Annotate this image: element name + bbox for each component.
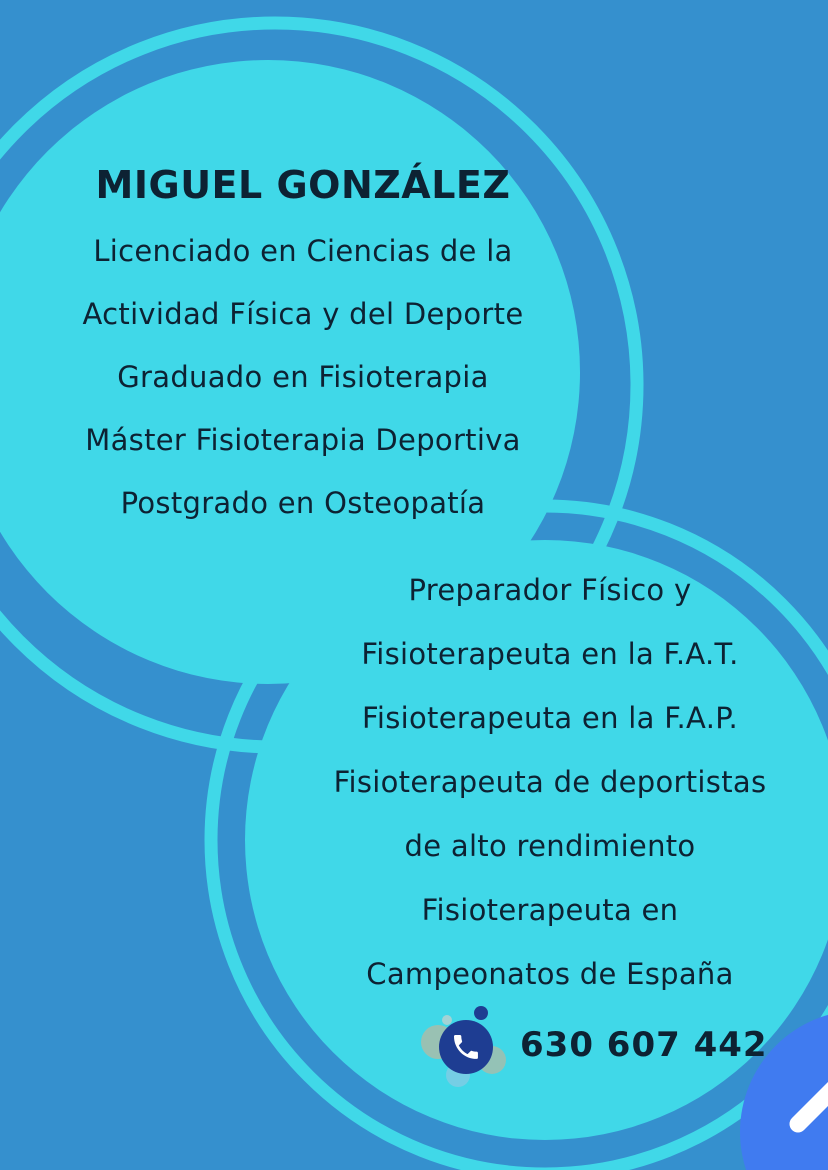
phone-icon[interactable]: [410, 995, 530, 1100]
role-line: Campeonatos de España: [366, 957, 734, 991]
role-line: de alto rendimiento: [404, 829, 696, 863]
role-line: Fisioterapeuta de deportistas: [333, 765, 767, 799]
phone-dot: [474, 1006, 488, 1020]
profile-header: [28, 150, 578, 535]
role-line: Fisioterapeuta en: [421, 893, 679, 927]
role-line: Fisioterapeuta en la F.A.P.: [362, 701, 738, 735]
credential-line: Licenciado en Ciencias de la: [93, 234, 513, 268]
decorative-blob: [442, 1015, 452, 1025]
roles-list: [290, 558, 810, 1006]
person-name: MIGUEL GONZÁLEZ: [95, 163, 511, 207]
phone-badge-circle: [439, 1020, 493, 1074]
role-line: Fisioterapeuta en la F.A.T.: [361, 637, 739, 671]
credential-line: Postgrado en Osteopatía: [120, 486, 486, 520]
credential-line: Actividad Física y del Deporte: [82, 297, 524, 331]
credential-line: Máster Fisioterapia Deportiva: [85, 423, 521, 457]
phone-number: 630 607 442: [520, 1025, 768, 1065]
credential-line: Graduado en Fisioterapia: [117, 360, 489, 394]
role-line: Preparador Físico y: [408, 573, 692, 607]
